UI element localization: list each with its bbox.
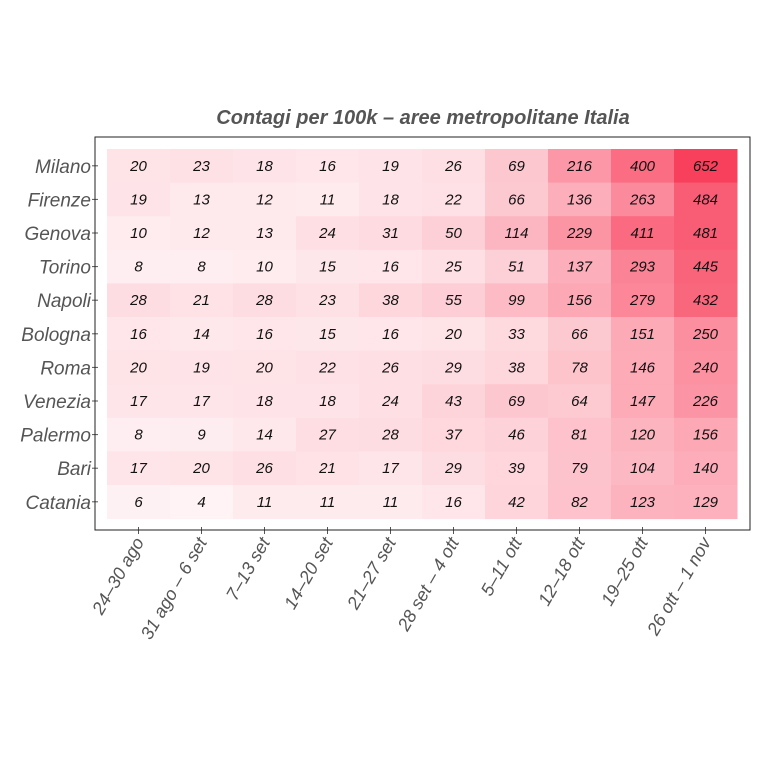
cell-value: 129 — [692, 493, 719, 511]
cell-value: 24 — [319, 225, 336, 242]
row-label: Milano — [35, 156, 91, 178]
cell-value: 136 — [566, 191, 593, 209]
column-label: 24–30 ago — [88, 534, 148, 618]
cell-value: 293 — [629, 258, 656, 276]
cell-value: 16 — [256, 325, 273, 343]
cell-value: 79 — [571, 460, 588, 478]
cell-value: 15 — [319, 325, 336, 343]
cell-value: 42 — [508, 493, 525, 511]
cell-value: 12 — [193, 225, 210, 242]
row-label: Torino — [38, 257, 91, 279]
cell-value: 26 — [256, 460, 273, 478]
row-label: Roma — [40, 358, 91, 380]
cell-value: 28 — [256, 292, 273, 310]
column-label: 7–13 set — [222, 534, 274, 604]
cell-value: 20 — [193, 460, 210, 478]
column-label: 26 ott – 1 nov — [643, 534, 715, 639]
cell-value: 19 — [193, 359, 210, 377]
cell-value: 27 — [319, 426, 336, 444]
cell-value: 16 — [382, 325, 399, 343]
column-label: 5–11 ott — [476, 534, 526, 600]
cell-value: 24 — [382, 393, 399, 410]
cell-value: 18 — [319, 393, 336, 410]
cell-value: 140 — [692, 460, 719, 478]
cell-value: 6 — [134, 493, 143, 511]
cell-value: 38 — [508, 359, 525, 377]
cell-value: 46 — [508, 426, 525, 444]
column-label: 21–27 set — [343, 534, 400, 613]
cell-value: 445 — [692, 258, 719, 276]
cell-value: 11 — [256, 493, 273, 511]
cell-value: 156 — [566, 292, 593, 310]
cell-value: 8 — [134, 426, 143, 444]
cell-value: 64 — [571, 393, 588, 410]
cell-value: 78 — [571, 359, 588, 377]
cell-value: 22 — [445, 191, 462, 209]
row-label: Catania — [25, 492, 91, 514]
cell-value: 146 — [629, 359, 656, 377]
cell-value: 17 — [382, 460, 399, 478]
cell-value: 11 — [382, 493, 399, 511]
cell-value: 4 — [197, 493, 206, 511]
cell-value: 17 — [130, 393, 147, 410]
cell-value: 18 — [382, 191, 399, 209]
column-labels — [88, 527, 716, 643]
cell-value: 23 — [193, 157, 210, 175]
cell-value: 14 — [256, 426, 273, 444]
cell-value: 39 — [508, 460, 525, 478]
cell-value: 15 — [319, 258, 336, 276]
cell-value: 16 — [130, 325, 147, 343]
cell-value: 69 — [508, 157, 525, 175]
cell-value: 25 — [445, 258, 462, 276]
row-label: Bari — [57, 459, 91, 481]
cell-value: 652 — [692, 157, 719, 175]
cell-value: 17 — [130, 460, 147, 478]
cell-value: 120 — [629, 426, 656, 444]
cell-value: 250 — [692, 325, 719, 343]
cell-value: 11 — [319, 493, 336, 511]
cell-value: 400 — [629, 157, 656, 175]
cell-value: 20 — [445, 325, 462, 343]
cell-value: 411 — [630, 225, 655, 242]
column-label: 28 set – 4 ott — [393, 534, 463, 635]
cell-value: 18 — [256, 157, 273, 175]
cell-value: 8 — [134, 258, 143, 276]
cell-value: 66 — [508, 191, 525, 209]
cell-value: 19 — [130, 191, 147, 209]
cell-value: 20 — [130, 157, 147, 175]
cell-value: 123 — [629, 493, 656, 511]
cell-value: 29 — [445, 359, 462, 377]
cell-value: 33 — [508, 325, 525, 343]
cell-value: 23 — [319, 292, 336, 310]
row-label: Napoli — [37, 291, 91, 313]
row-label: Venezia — [23, 392, 91, 413]
cell-value: 17 — [193, 393, 210, 410]
cell-value: 28 — [382, 426, 399, 444]
cell-value: 13 — [193, 191, 210, 209]
cell-value: 20 — [256, 359, 273, 377]
cell-value: 11 — [319, 191, 336, 209]
cell-value: 226 — [692, 393, 719, 410]
row-label: Bologna — [21, 324, 91, 346]
cell-value: 240 — [692, 359, 719, 377]
cell-value: 147 — [629, 393, 656, 410]
row-label: Genova — [24, 224, 91, 245]
cell-value: 26 — [382, 359, 399, 377]
cell-value: 50 — [445, 225, 462, 242]
cell-value: 484 — [692, 191, 719, 209]
cell-value: 43 — [445, 393, 462, 410]
row-labels — [20, 157, 98, 514]
cell-value: 156 — [692, 426, 719, 444]
row-label: Firenze — [27, 190, 91, 212]
column-label: 14–20 set — [280, 534, 337, 613]
column-label: 19–25 ott — [597, 534, 652, 610]
cell-value: 12 — [256, 191, 273, 209]
cell-value: 26 — [445, 157, 462, 175]
cell-value: 51 — [508, 258, 525, 276]
cell-value: 279 — [629, 292, 656, 310]
cell-value: 481 — [692, 225, 719, 242]
cell-value: 69 — [508, 393, 525, 410]
cell-value: 16 — [382, 258, 399, 276]
cell-value: 22 — [319, 359, 336, 377]
cell-value: 82 — [571, 493, 588, 511]
cell-value: 229 — [566, 225, 593, 242]
column-label: 31 ago – 6 set — [136, 534, 211, 643]
cell-value: 114 — [504, 225, 529, 242]
cell-value: 21 — [319, 460, 336, 478]
cell-value: 16 — [319, 157, 336, 175]
cell-value: 29 — [445, 460, 462, 478]
cell-value: 9 — [197, 426, 206, 444]
cell-value: 99 — [508, 292, 525, 310]
cell-value: 16 — [445, 493, 462, 511]
column-label: 12–18 ott — [534, 534, 589, 610]
cell-value: 38 — [382, 292, 399, 310]
cell-value: 37 — [445, 426, 462, 444]
cell-value: 13 — [256, 225, 273, 242]
cell-value: 20 — [130, 359, 147, 377]
cell-value: 21 — [193, 292, 210, 310]
cell-value: 66 — [571, 325, 588, 343]
cell-value: 10 — [256, 258, 273, 276]
cell-value: 8 — [197, 258, 206, 276]
chart-title: Contagi per 100k – aree metropolitane Italia — [216, 107, 630, 129]
cell-value: 104 — [629, 460, 656, 478]
cell-value: 28 — [130, 292, 147, 310]
cell-value: 151 — [629, 325, 656, 343]
cell-value: 432 — [692, 292, 719, 310]
cell-value: 137 — [566, 258, 593, 276]
row-label: Palermo — [20, 425, 91, 447]
cell-value: 216 — [566, 157, 593, 175]
cell-value: 18 — [256, 393, 273, 410]
cell-value: 19 — [382, 157, 399, 175]
cell-value: 31 — [382, 225, 399, 242]
cell-value: 14 — [193, 325, 210, 343]
cell-value: 81 — [571, 426, 588, 444]
cell-value: 55 — [445, 292, 462, 310]
cell-value: 263 — [629, 191, 656, 209]
cell-value: 10 — [130, 225, 147, 242]
